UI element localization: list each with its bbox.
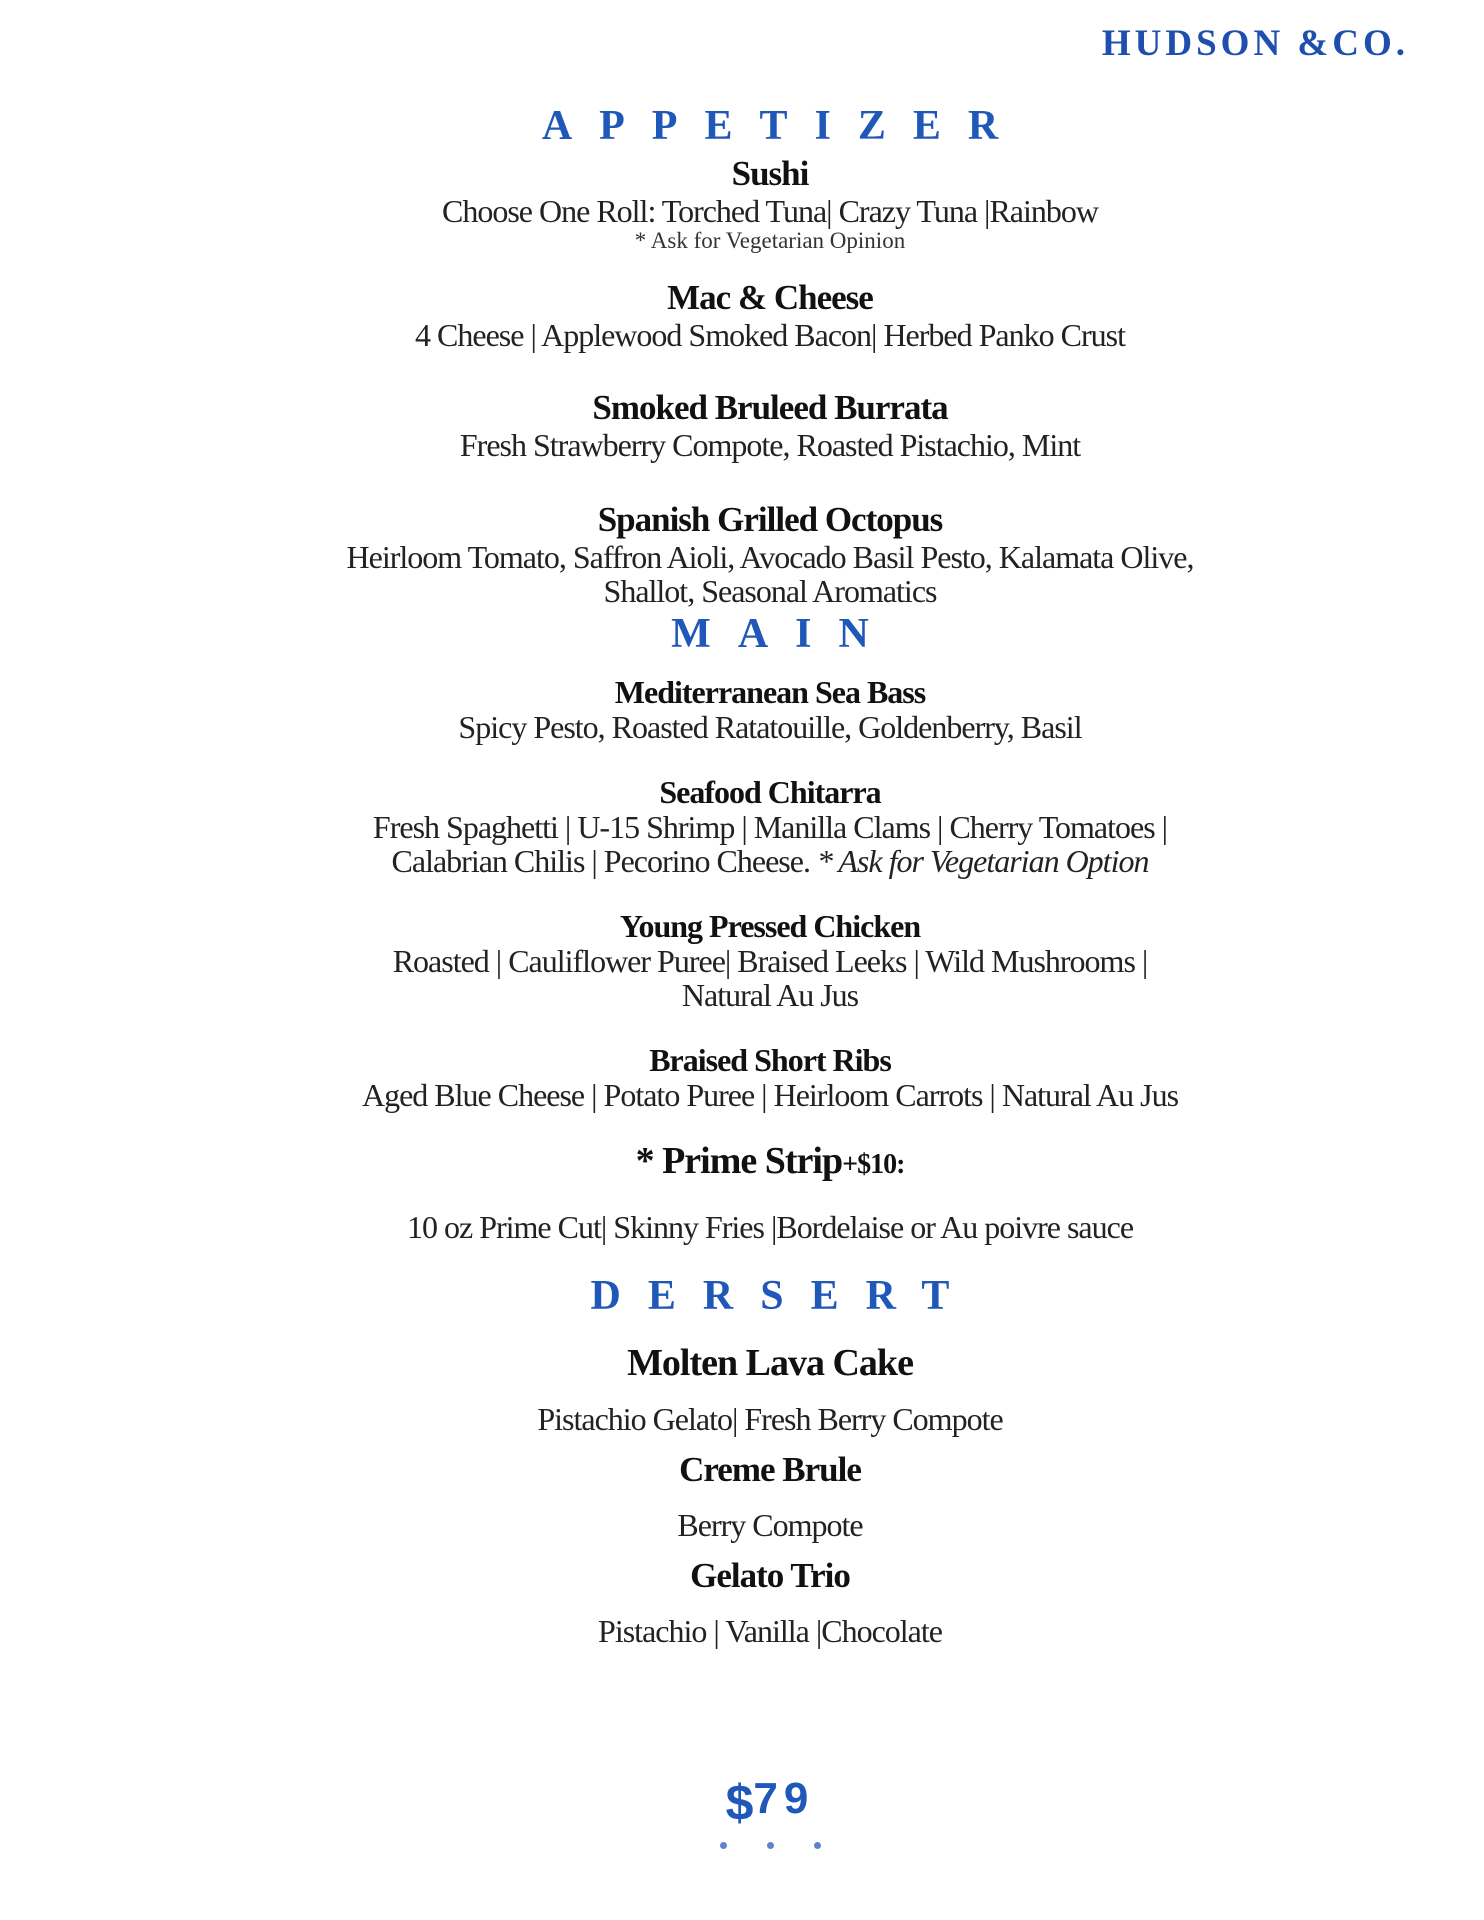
section-title-main: MAIN — [671, 611, 896, 657]
menu-item-gelato-trio — [0, 1556, 1484, 1648]
item-name: Young Pressed Chicken — [619, 908, 921, 944]
menu-item-lava-cake — [0, 1340, 1484, 1436]
item-description: Fresh Strawberry Compote, Roasted Pistachio, Mint — [459, 427, 1081, 463]
item-name: Gelato Trio — [690, 1556, 850, 1595]
menu-item-pressed-chicken — [0, 908, 1484, 1012]
menu-item-prime-strip — [0, 1138, 1484, 1244]
item-name: Seafood Chitarra — [659, 774, 881, 810]
item-description: Fresh Spaghetti | U-15 Shrimp | Manilla Clams | Cherry Tomatoes | — [372, 809, 1168, 845]
item-name: Sushi — [731, 154, 809, 193]
menu-item-short-ribs — [0, 1042, 1484, 1112]
item-description-text: Calabrian Chilis | Pecorino Cheese. — [391, 843, 810, 879]
brand-logo: HUDSON &CO. — [1101, 23, 1409, 64]
item-note: * Ask for Vegetarian Opinion — [634, 228, 906, 253]
section-title-appetizer: APPETIZER — [541, 103, 1026, 149]
menu-item-burrata — [0, 388, 1484, 462]
price-currency-symbol: $ — [725, 1775, 754, 1831]
item-description: Shallot, Seasonal Aromatics — [603, 573, 937, 609]
item-description: Natural Au Jus — [681, 977, 859, 1013]
item-name-text: * Prime Strip — [635, 1140, 843, 1182]
item-description: Choose One Roll: Torched Tuna| Crazy Tuna |Rainbow — [442, 193, 1098, 229]
item-description: Aged Blue Cheese | Potato Puree | Heirloom Carrots | Natural Au Jus — [361, 1077, 1179, 1113]
menu-item-mac-cheese — [0, 278, 1484, 352]
item-name: Mediterranean Sea Bass — [614, 674, 926, 710]
dot-icon — [720, 1842, 727, 1849]
menu-item-sea-bass — [0, 674, 1484, 744]
item-description: Heirloom Tomato, Saffron Aioli, Avocado Basil Pesto, Kalamata Olive, — [346, 539, 1194, 575]
item-name: Smoked Bruleed Burrata — [592, 388, 948, 427]
item-name — [0, 1138, 1484, 1188]
item-upcharge: +$10: — [842, 1149, 905, 1180]
item-name: Spanish Grilled Octopus — [597, 500, 943, 539]
section-title-dessert: DERSERT — [590, 1273, 977, 1319]
item-name: Braised Short Ribs — [649, 1042, 891, 1078]
menu-item-creme-brule — [0, 1450, 1484, 1542]
dot-icon — [814, 1842, 821, 1849]
item-description: Berry Compote — [677, 1507, 863, 1543]
item-description: Spicy Pesto, Roasted Ratatouille, Goldenberry, Basil — [458, 709, 1082, 745]
item-name: Creme Brule — [679, 1450, 861, 1489]
menu-item-octopus — [0, 500, 1484, 608]
item-description: Pistachio | Vanilla |Chocolate — [598, 1613, 942, 1649]
price-amount: 79 — [753, 1774, 815, 1823]
item-name: Molten Lava Cake — [627, 1342, 913, 1384]
price — [0, 1774, 1484, 1832]
decorative-dots — [0, 1836, 1484, 1854]
menu-item-seafood-chitarra — [0, 774, 1484, 878]
item-description — [0, 844, 1484, 878]
dot-icon — [767, 1842, 774, 1849]
item-name: Mac & Cheese — [667, 278, 873, 317]
item-description: Roasted | Cauliflower Puree| Braised Leeks | Wild Mushrooms | — [392, 943, 1148, 979]
item-description: 10 oz Prime Cut| Skinny Fries |Bordelaise or Au poivre sauce — [406, 1209, 1134, 1245]
menu-item-sushi — [0, 154, 1484, 254]
menu — [0, 100, 1484, 1648]
item-description: Pistachio Gelato| Fresh Berry Compote — [537, 1401, 1003, 1437]
item-description: 4 Cheese | Applewood Smoked Bacon| Herbed Panko Crust — [415, 317, 1125, 353]
item-note: * Ask for Vegetarian Option — [816, 843, 1149, 879]
